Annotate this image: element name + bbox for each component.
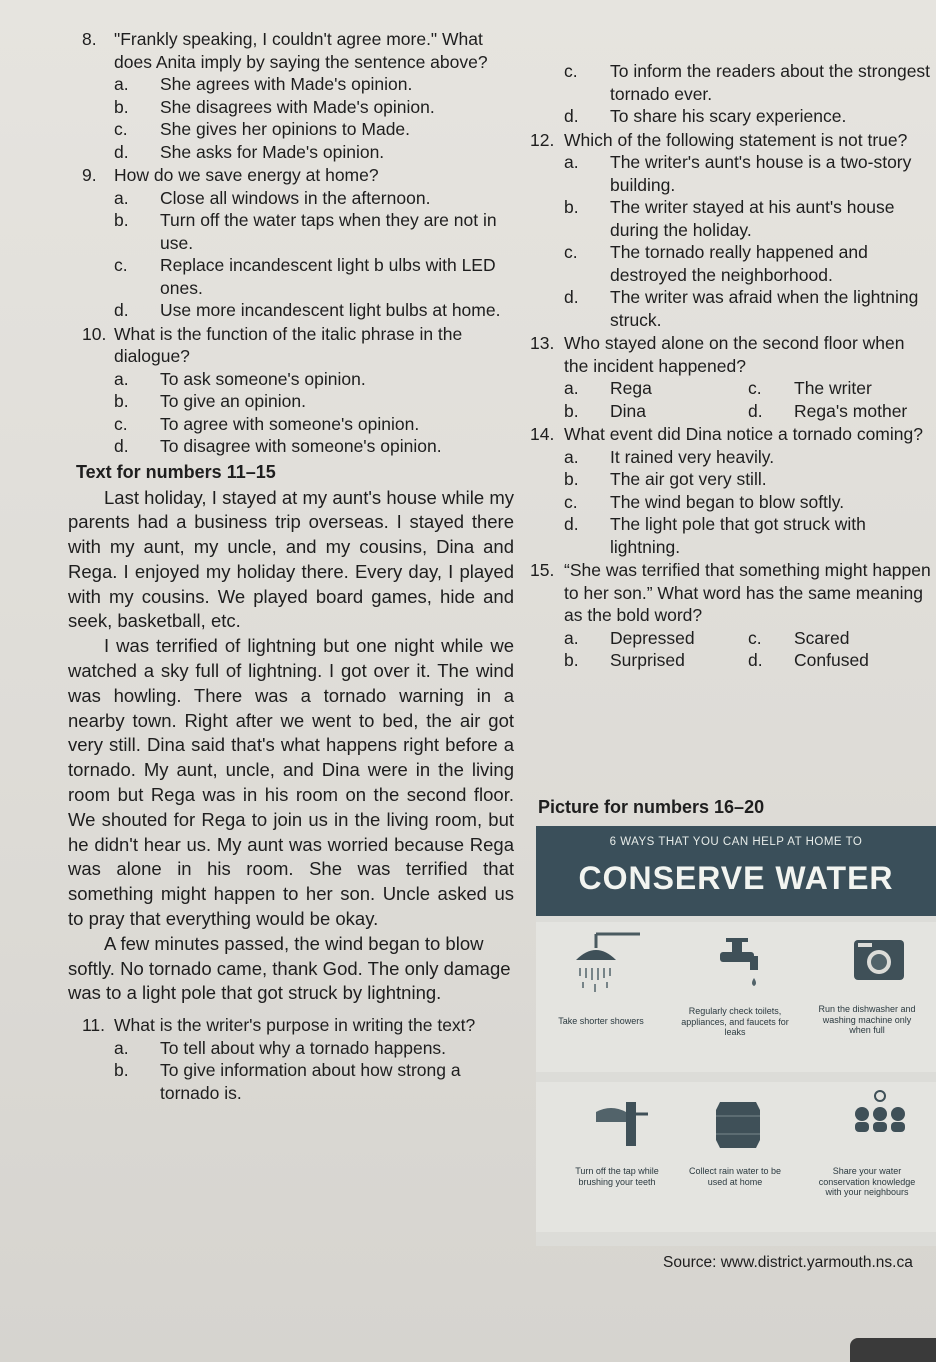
infographic-header (536, 826, 936, 916)
option-text: Close all windows in the afternoon. (160, 187, 431, 208)
faucet-icon (720, 940, 758, 986)
question-stem: “She was terrified that something might happen to her son.” What word has the same meaning as the bold word? (564, 560, 931, 625)
infographic-source: Source: www.district.yarmouth.ns.ca (663, 1254, 913, 1271)
option-text: She gives her opinions to Made. (160, 119, 411, 139)
option-text: Surprised (610, 650, 685, 670)
option-d[interactable] (114, 299, 514, 322)
option-letter: a. (114, 187, 129, 208)
option-text: The air got very still. (610, 469, 767, 489)
option-text: To give an opinion. (160, 391, 306, 411)
question-14 (524, 423, 932, 558)
shower-icon (576, 934, 640, 992)
option-letter: a. (564, 152, 579, 172)
option-letter: a. (114, 74, 129, 94)
left-column (68, 28, 514, 1105)
question-number: 10. (82, 323, 107, 344)
tip-share-knowledge: Share your water conservation knowledge with your neighbours (818, 1166, 916, 1197)
option-a[interactable] (564, 446, 932, 469)
question-stem: What event did Dina notice a tornado coming? (564, 424, 923, 444)
tip-shorter-showers: Take shorter showers (558, 1016, 644, 1026)
question-number: 9. (82, 165, 97, 185)
option-a[interactable] (114, 187, 514, 210)
option-letter: c. (564, 491, 578, 512)
option-c[interactable] (748, 377, 932, 400)
question-10 (68, 323, 514, 458)
option-text: It rained very heavily. (610, 446, 775, 467)
option-d[interactable] (114, 141, 514, 164)
option-letter: b. (114, 210, 129, 230)
option-text: To tell about why a tornado happens. (160, 1037, 447, 1058)
question-12 (524, 129, 932, 332)
option-d[interactable] (748, 649, 932, 672)
people-icon (855, 1091, 905, 1132)
option-letter: d. (114, 436, 129, 456)
option-letter: b. (564, 469, 579, 489)
option-b[interactable] (564, 649, 748, 672)
option-row (564, 627, 932, 650)
option-text: The writer was afraid when the lightning struck. (610, 287, 919, 330)
question-stem: "Frankly speaking, I couldn't agree more." What does Anita imply by saying the sentence above? (114, 29, 488, 72)
option-letter: b. (114, 1060, 129, 1081)
option-letter: a. (114, 368, 129, 389)
option-letter: b. (114, 391, 129, 411)
tip-turn-off-tap: Turn off the tap while brushing your teeth (575, 1166, 659, 1187)
option-letter: d. (564, 514, 579, 534)
option-text: To ask someone's opinion. (160, 368, 366, 389)
option-text: She disagrees with Made's opinion. (160, 96, 435, 117)
option-b[interactable] (564, 196, 932, 241)
option-text: The writer stayed at his aunt's house during the holiday. (610, 197, 895, 240)
option-text: The wind began to blow softly. (610, 491, 845, 512)
option-d[interactable] (114, 435, 514, 458)
option-letter: a. (564, 378, 579, 398)
option-text: The light pole that got struck with lightning. (610, 514, 866, 557)
question-stem: What is the writer's purpose in writing the text? (114, 1015, 476, 1036)
option-text: Dina (610, 400, 646, 421)
option-letter: c. (564, 242, 578, 262)
story-paragraph-1: Last holiday, I stayed at my aunt's house while my parents had a business trip overseas. I stayed there with my aunt, my uncle, and my cousins, Dina and Rega. I enjoyed my holiday there. Every day, I played with my cousins. We played board games, hide and seek, basketball, etc. (68, 486, 514, 632)
option-row (564, 400, 932, 423)
question-11 (68, 1014, 514, 1104)
tip-collect-rain: Collect rain water to be used at home (688, 1166, 782, 1187)
option-text: The writer's aunt's house is a two-story building. (610, 152, 912, 195)
question-stem: Who stayed alone on the second floor when the incident happened? (564, 333, 905, 376)
option-b[interactable] (114, 390, 514, 413)
option-d[interactable] (564, 513, 932, 558)
option-text: Replace incandescent light b ulbs with LED ones. (160, 255, 496, 298)
option-letter: d. (564, 106, 579, 126)
option-text: The tornado really happened and destroyed the neighborhood. (610, 242, 868, 285)
option-b[interactable] (564, 468, 932, 491)
option-text: Rega (610, 378, 652, 398)
option-c[interactable] (114, 413, 514, 436)
option-letter: c. (564, 61, 578, 81)
option-letter: d. (748, 400, 763, 421)
option-letter: a. (114, 1037, 129, 1058)
option-b[interactable] (114, 96, 514, 119)
option-c[interactable] (114, 118, 514, 141)
option-text: Use more incandescent light bulbs at home. (160, 300, 501, 320)
option-text: Rega's mother (794, 400, 908, 421)
option-letter: b. (114, 96, 129, 117)
option-text: She agrees with Made's opinion. (160, 74, 413, 94)
option-letter: c. (114, 255, 128, 275)
question-stem: What is the function of the italic phrase in the dialogue? (114, 323, 463, 366)
question-number: 12. (530, 129, 555, 150)
option-text: The writer (794, 378, 872, 398)
toothbrush-icon (596, 1102, 648, 1146)
option-c[interactable] (564, 491, 932, 514)
option-text: Scared (794, 627, 850, 648)
question-13 (524, 332, 932, 422)
option-letter: d. (114, 300, 129, 320)
option-letter: c. (748, 378, 762, 398)
story-paragraph-3: A few minutes passed, the wind began to blow softly. No tornado came, thank God. The only damage was to a light pole that got struck by lightning. (68, 932, 511, 1004)
infographic-subtitle: 6 WAYS THAT YOU CAN HELP AT HOME TO (609, 836, 863, 848)
picture-heading: Picture for numbers 16–20 (538, 797, 765, 817)
option-a[interactable] (564, 627, 748, 650)
question-number: 15. (530, 560, 555, 580)
option-letter: c. (748, 627, 762, 648)
option-a[interactable] (564, 377, 748, 400)
option-letter: d. (748, 650, 763, 670)
infographic-row-1-art (536, 922, 936, 1012)
option-text: Confused (794, 650, 869, 670)
option-c[interactable] (564, 241, 932, 286)
option-d[interactable] (564, 105, 932, 128)
option-letter: b. (564, 650, 579, 670)
option-a[interactable] (114, 1037, 514, 1060)
text-heading: Text for numbers 11–15 (76, 461, 276, 482)
option-b[interactable] (114, 209, 514, 254)
option-b[interactable] (564, 400, 748, 423)
option-text: To inform the readers about the strongest tornado ever. (610, 61, 931, 104)
option-d[interactable] (748, 400, 932, 423)
infographic-title: CONSERVE WATER (578, 860, 894, 896)
option-text: To give information about how strong a tornado is. (160, 1060, 461, 1103)
option-letter: c. (114, 119, 128, 139)
question-8 (68, 28, 514, 163)
question-number: 11. (82, 1015, 106, 1036)
conserve-water-infographic (536, 826, 936, 1246)
option-b[interactable] (114, 1059, 514, 1104)
option-text: To disagree with someone's opinion. (160, 436, 442, 456)
option-d[interactable] (564, 286, 932, 331)
story-paragraph-2: I was terrified of lightning but one night while we watched a sky full of lightning. I got over it. The wind was howling. There was a tornado warning in a nearby town. Right after we went to bed, the air got very still. Dina said that's what happens right before a tornado. My aunt, uncle, and Dina were in the living room but Rega was in his room on the second floor. We shouted for Rega to join us in the living room, but he didn't hear us. My aunt was worried because Rega was alone in his room. She was terrified that something might happen to her son. Uncle asked us to pray that everything would be okay. (68, 635, 514, 930)
option-c[interactable] (564, 60, 932, 105)
right-column (524, 60, 932, 673)
option-a[interactable] (114, 368, 514, 391)
option-c[interactable] (748, 627, 932, 650)
washing-machine-icon (854, 940, 904, 980)
option-a[interactable] (564, 151, 932, 196)
option-row (564, 377, 932, 400)
option-text: She asks for Made's opinion. (160, 141, 385, 162)
option-letter: b. (564, 197, 579, 217)
question-15 (524, 559, 932, 672)
question-number: 8. (82, 29, 97, 49)
page-edge-object (850, 1338, 936, 1362)
option-a[interactable] (114, 73, 514, 96)
option-text: To agree with someone's opinion. (160, 413, 420, 434)
question-11-continued (524, 60, 932, 128)
rain-barrel-icon (716, 1102, 760, 1148)
question-9 (68, 164, 514, 322)
infographic-row-2-art (536, 1084, 936, 1164)
option-letter: d. (564, 287, 579, 307)
question-number: 13. (530, 333, 555, 353)
question-number: 14. (530, 424, 555, 444)
option-letter: a. (564, 627, 579, 648)
option-row (564, 649, 932, 672)
option-letter: d. (114, 141, 129, 162)
option-text: Depressed (610, 627, 695, 648)
tip-check-leaks: Regularly check toilets, appliances, and faucets for leaks (681, 1006, 789, 1037)
option-c[interactable] (114, 254, 514, 299)
option-text: To share his scary experience. (610, 106, 847, 126)
tip-full-loads: Run the dishwasher and washing machine only when full (818, 1004, 916, 1035)
option-text: Turn off the water taps when they are not in use. (160, 210, 497, 253)
question-stem: How do we save energy at home? (114, 165, 379, 185)
option-letter: a. (564, 446, 579, 467)
question-stem: Which of the following statement is not true? (564, 129, 908, 150)
option-letter: b. (564, 400, 579, 421)
option-letter: c. (114, 413, 128, 434)
